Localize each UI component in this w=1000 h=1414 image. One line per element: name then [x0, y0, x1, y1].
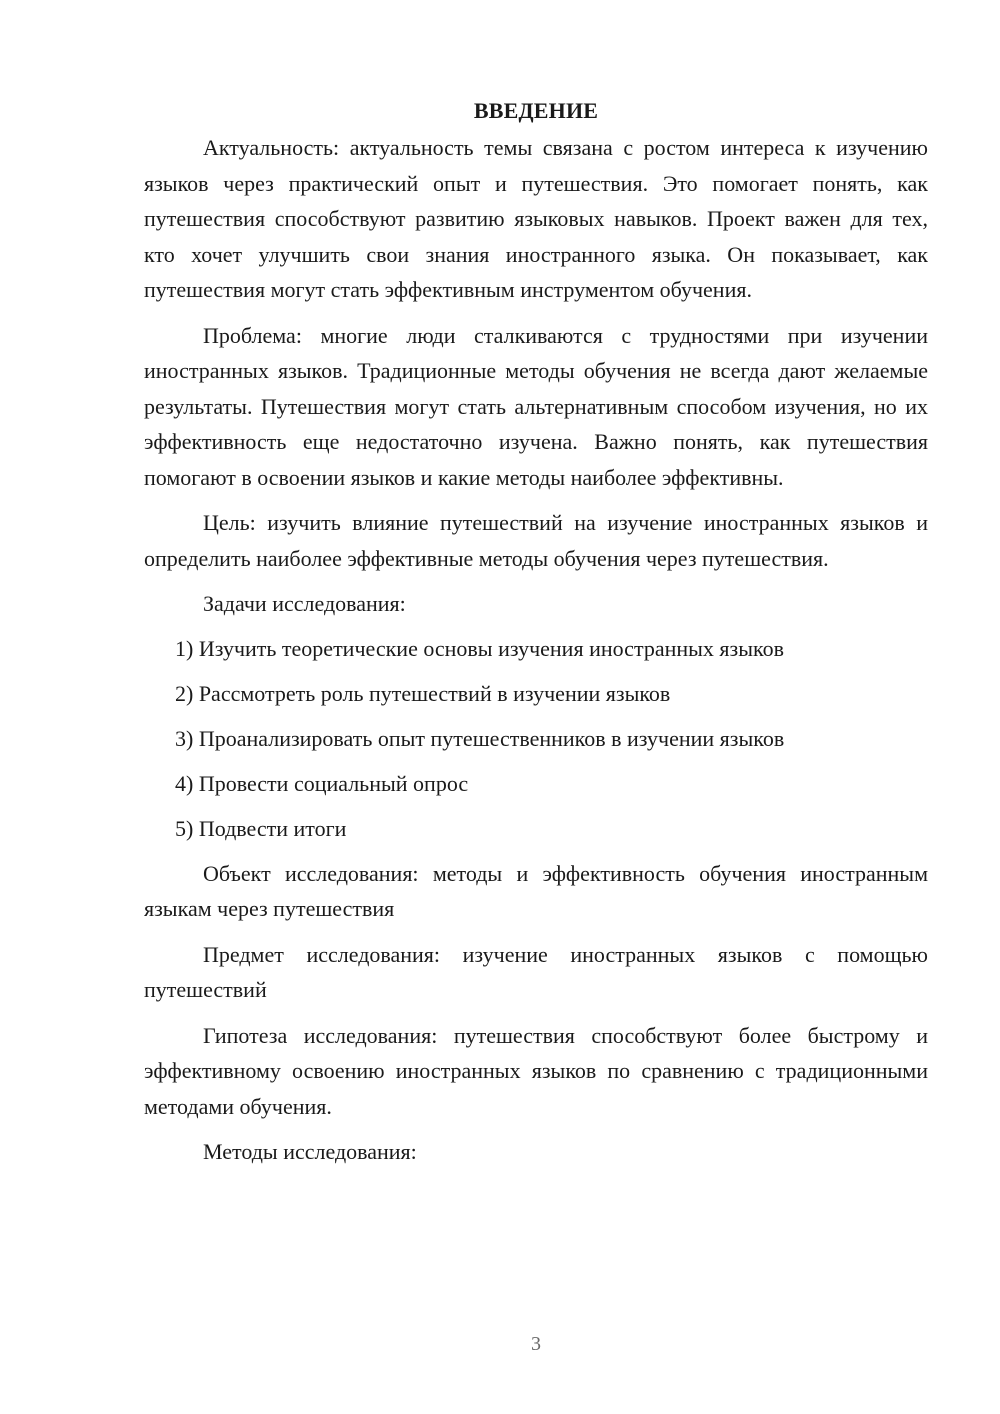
- methods-title: Методы исследования:: [203, 1139, 417, 1164]
- tasks-title: Задачи исследования:: [203, 591, 406, 616]
- task-item-3: 3) Проанализировать опыт путешественников в изучении языков: [175, 725, 785, 751]
- paragraph-object: Объект исследования: методы и эффективность обучения иностранным языкам через путешествия: [144, 860, 928, 921]
- task-item-5: 5) Подвести итоги: [175, 815, 347, 841]
- task-item-1: 1) Изучить теоретические основы изучения иностранных языков: [175, 635, 784, 661]
- page-number: 3: [531, 1333, 541, 1355]
- paragraph-hypothesis: Гипотеза исследования: путешествия способствуют более быстрому и эффективному освоению иностранных языков по сравнению с традиционными методами обучения.: [144, 1022, 928, 1119]
- paragraph-subject: Предмет исследования: изучение иностранных языков с помощью путешествий: [144, 941, 928, 1002]
- paragraph-goal: Цель: изучить влияние путешествий на изучение иностранных языков и определить наиболее эффективные методы обучения через путешествия.: [144, 510, 928, 571]
- task-item-4: 4) Провести социальный опрос: [175, 770, 469, 796]
- section-heading: ВВЕДЕНИЕ: [473, 98, 599, 123]
- paragraph-relevance: Актуальность: актуальность темы связана с ростом интереса к изучению языков через практический опыт и путешествия. Это помогает понять, как путешествия способствуют развитию языковых навыков. Проект важен для тех, кто хочет улучшить свои знания иностранного языка. Он показывает, как путешествия могут стать эффективным инструментом обучения.: [144, 135, 928, 302]
- paragraph-problem: Проблема: многие люди сталкиваются с трудностями при изучении иностранных языков. Традиционные методы обучения не всегда дают желаемые результаты. Путешествия могут стать альтернативным способом изучения, но их эффективность еще недостаточно изучена. Важно понять, как путешествия помогают в освоении языков и какие методы наиболее эффективны.: [144, 322, 928, 490]
- task-item-2: 2) Рассмотреть роль путешествий в изучении языков: [175, 680, 671, 706]
- document-page: [144, 96, 928, 1179]
